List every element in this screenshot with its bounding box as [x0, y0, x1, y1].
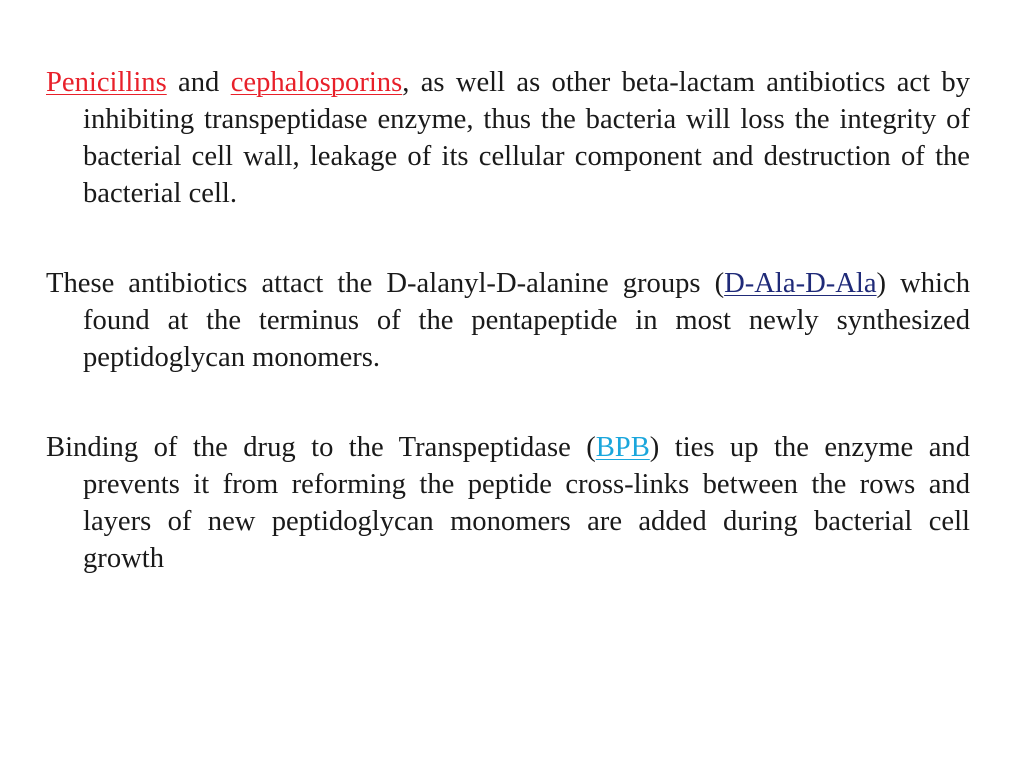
term-penicillins: Penicillins	[46, 67, 167, 98]
paragraph-text: , as well as other beta-lactam antibiotics act by inhibiting transpeptidase enzyme, thus the bacteria will loss the integrity of bacterial cell wall, leakage of its cellular component and destruction of the bacterial cell.	[83, 67, 970, 209]
term-bpb: BPB	[595, 432, 650, 463]
paragraph-text: ) ties up the enzyme and prevents it from reforming the peptide cross-links between the rows and layers of new peptidoglycan monomers are added during bacterial cell growth	[83, 432, 970, 574]
term-d-ala-d-ala: D-Ala-D-Ala	[724, 268, 877, 299]
paragraph-binding	[46, 429, 970, 577]
paragraph-text: and	[166, 67, 231, 98]
slide-body	[46, 64, 970, 577]
paragraph-d-ala	[46, 265, 970, 376]
paragraph-text: ) which found at the terminus of the pentapeptide in most newly synthesized peptidoglycan monomers.	[83, 268, 970, 373]
paragraph-text: Binding of the drug to the Transpeptidase (	[46, 432, 596, 463]
paragraph-beta-lactam	[46, 64, 970, 212]
paragraph-text: These antibiotics attact the D-alanyl-D-alanine groups (	[46, 268, 725, 299]
term-cephalosporins: cephalosporins	[230, 67, 403, 98]
